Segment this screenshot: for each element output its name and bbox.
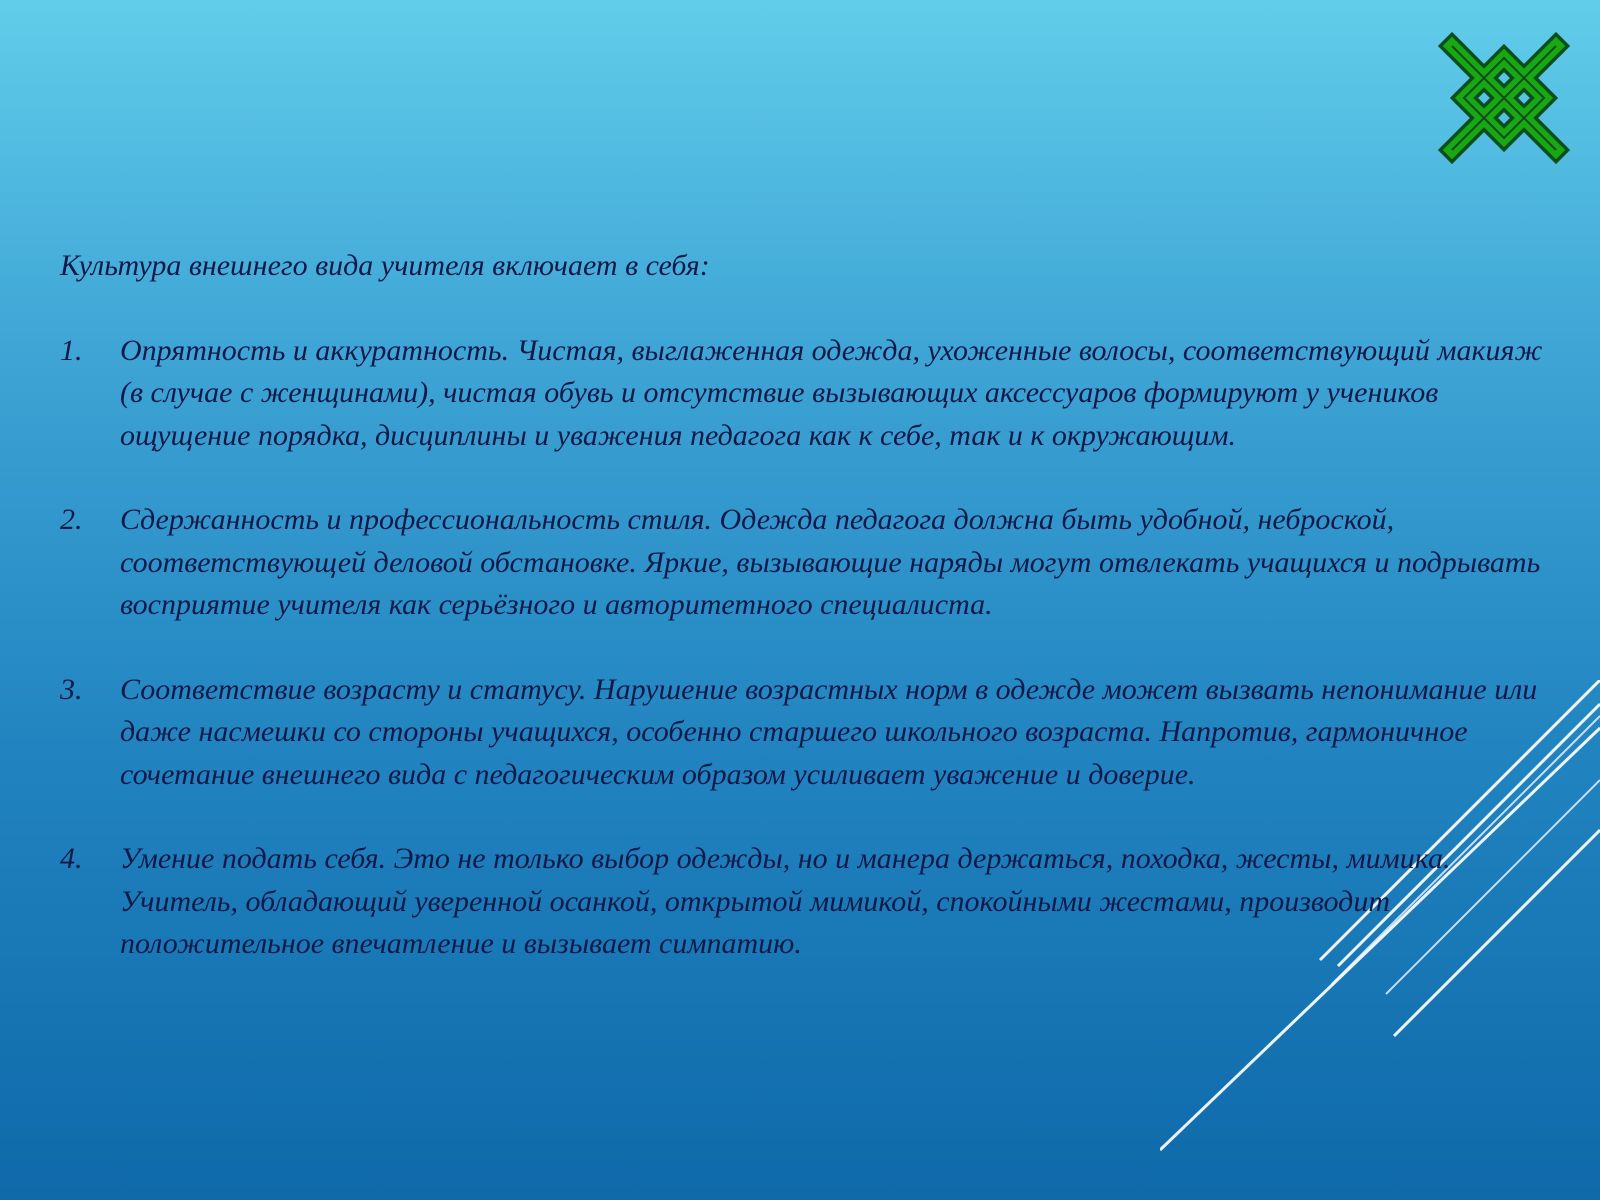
green-knot-logo-icon <box>1438 32 1570 164</box>
list-item-number: 4. <box>60 842 83 875</box>
list-item-number: 1. <box>60 333 83 367</box>
list-item-text: Умение подать себя. Это не только выбор одежды, но и манера держаться, походка, жесты, мимика. Учитель, обладающий уверенной осанкой, открытой мимикой, спокойными жестами, производит положительное впечатление и вызывает симпатию. <box>120 842 1451 960</box>
intro-text: Культура внешнего вида учителя включает в себя: <box>60 249 710 282</box>
list-item-number: 3. <box>60 672 83 706</box>
list-item-number: 2. <box>60 503 83 536</box>
list-item <box>60 499 1550 627</box>
numbered-list <box>60 330 1550 966</box>
list-item-text: Опрятность и аккуратность. Чистая, выглаженная одежда, ухоженные волосы, соответствующий макияж (в случае с женщинами), чистая обувь и отсутствие вызывающих аксессуаров формируют у учеников ощущение порядка, дисциплины и уважения педагога как к себе, так и к окружающим. <box>120 333 1543 452</box>
list-item <box>60 838 1550 966</box>
slide-body <box>60 245 1550 1008</box>
list-item <box>60 330 1550 458</box>
list-item <box>60 669 1550 797</box>
list-item-text: Соответствие возрасту и статусу. Нарушение возрастных норм в одежде может вызвать непонимание или даже насмешки со стороны учащихся, особенно старшего школьного возраста. Напротив, гармоничное сочетание внешнего вида с педагогическим образом усиливает уважение и доверие. <box>120 672 1538 791</box>
list-item-text: Сдержанность и профессиональность стиля. Одежда педагога должна быть удобной, неброской, соответствующей деловой обстановке. Яркие, вызывающие наряды могут отвлекать учащихся и подрывать восприятие учителя как серьёзного и авторитетного специалиста. <box>120 503 1541 621</box>
